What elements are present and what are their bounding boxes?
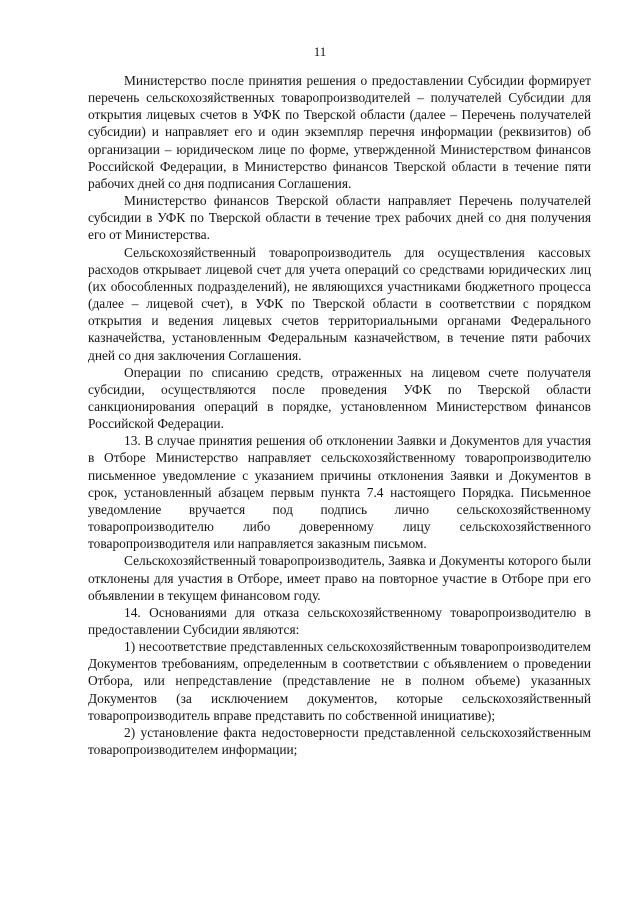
paragraph-item-13: 13. В случае принятия решения об отклонении Заявки и Документов для участия в Отборе Министерство направляет сельскохозяйственному товаропроизводителю письменное уведомление с указанием причины отклонения Заявки и Документов в срок, установленный абзацем первым пункта 7.4 настоящего Порядка. Письменное уведомление вручается под подпись лично сельскохозяйственному товаропроизводителю либо доверенному лицу сельскохозяйственного товаропроизводителя или направляется заказным письмом.	[88, 433, 591, 552]
paragraph: Министерство финансов Тверской области направляет Перечень получателей субсидии в УФК по Тверской области в течение трех рабочих дней со дня получения его от Министерства.	[88, 193, 591, 243]
paragraph: Операции по списанию средств, отраженных на лицевом счете получателя субсидии, осуществляются после проведения УФК по Тверской области санкционирования операций в порядке, установленном Министерством финансов Российской Федерации.	[88, 364, 591, 432]
paragraph: Сельскохозяйственный товаропроизводитель, Заявка и Документы которого были отклонены для участия в Отборе, имеет право на повторное участие в Отборе при его объявлении в текущем финансовом году.	[88, 553, 591, 603]
page-number: 11	[313, 44, 327, 59]
paragraph: Министерство после принятия решения о предоставлении Субсидии формирует перечень сельскохозяйственных товаропроизводителей – получателей Субсидии для открытия лицевых счетов в УФК по Тверской области (далее – Перечень получателей субсидии) и направляет его и один экземпляр перечня информации (реквизитов) об организации – юридическом лице по форме, утвержденной Министерством финансов Российской Федерации, в Министерство финансов Тверской области в течение пяти рабочих дней со дня подписания Соглашения.	[88, 73, 591, 191]
document-body	[88, 72, 591, 758]
list-item: 2) установление факта недостоверности представленной сельскохозяйственным товаропроизводителем информации;	[88, 724, 591, 758]
list-item: 1) несоответствие представленных сельскохозяйственным товаропроизводителем Документов требованиям, определенным в соответствии с объявлением о проведении Отбора, или непредставление (представление не в полном объеме) указанных Документов (за исключением документов, которые сельскохозяйственный товаропроизводитель вправе представить по собственной инициативе);	[88, 639, 591, 723]
paragraph: Сельскохозяйственный товаропроизводитель для осуществления кассовых расходов открывает лицевой счет для учета операций со средствами юридических лиц (их обособленных подразделений), не являющихся участниками бюджетного процесса (далее – лицевой счет), в УФК по Тверской области в соответствии с порядком открытия и ведения лицевых счетов территориальными органами Федерального казначейства, установленным Федеральным казначейством, в течение пяти рабочих дней со дня заключения Соглашения.	[88, 244, 591, 363]
paragraph-item-14: 14. Основаниями для отказа сельскохозяйственному товаропроизводителю в предоставлении Субсидии являются:	[88, 604, 591, 637]
